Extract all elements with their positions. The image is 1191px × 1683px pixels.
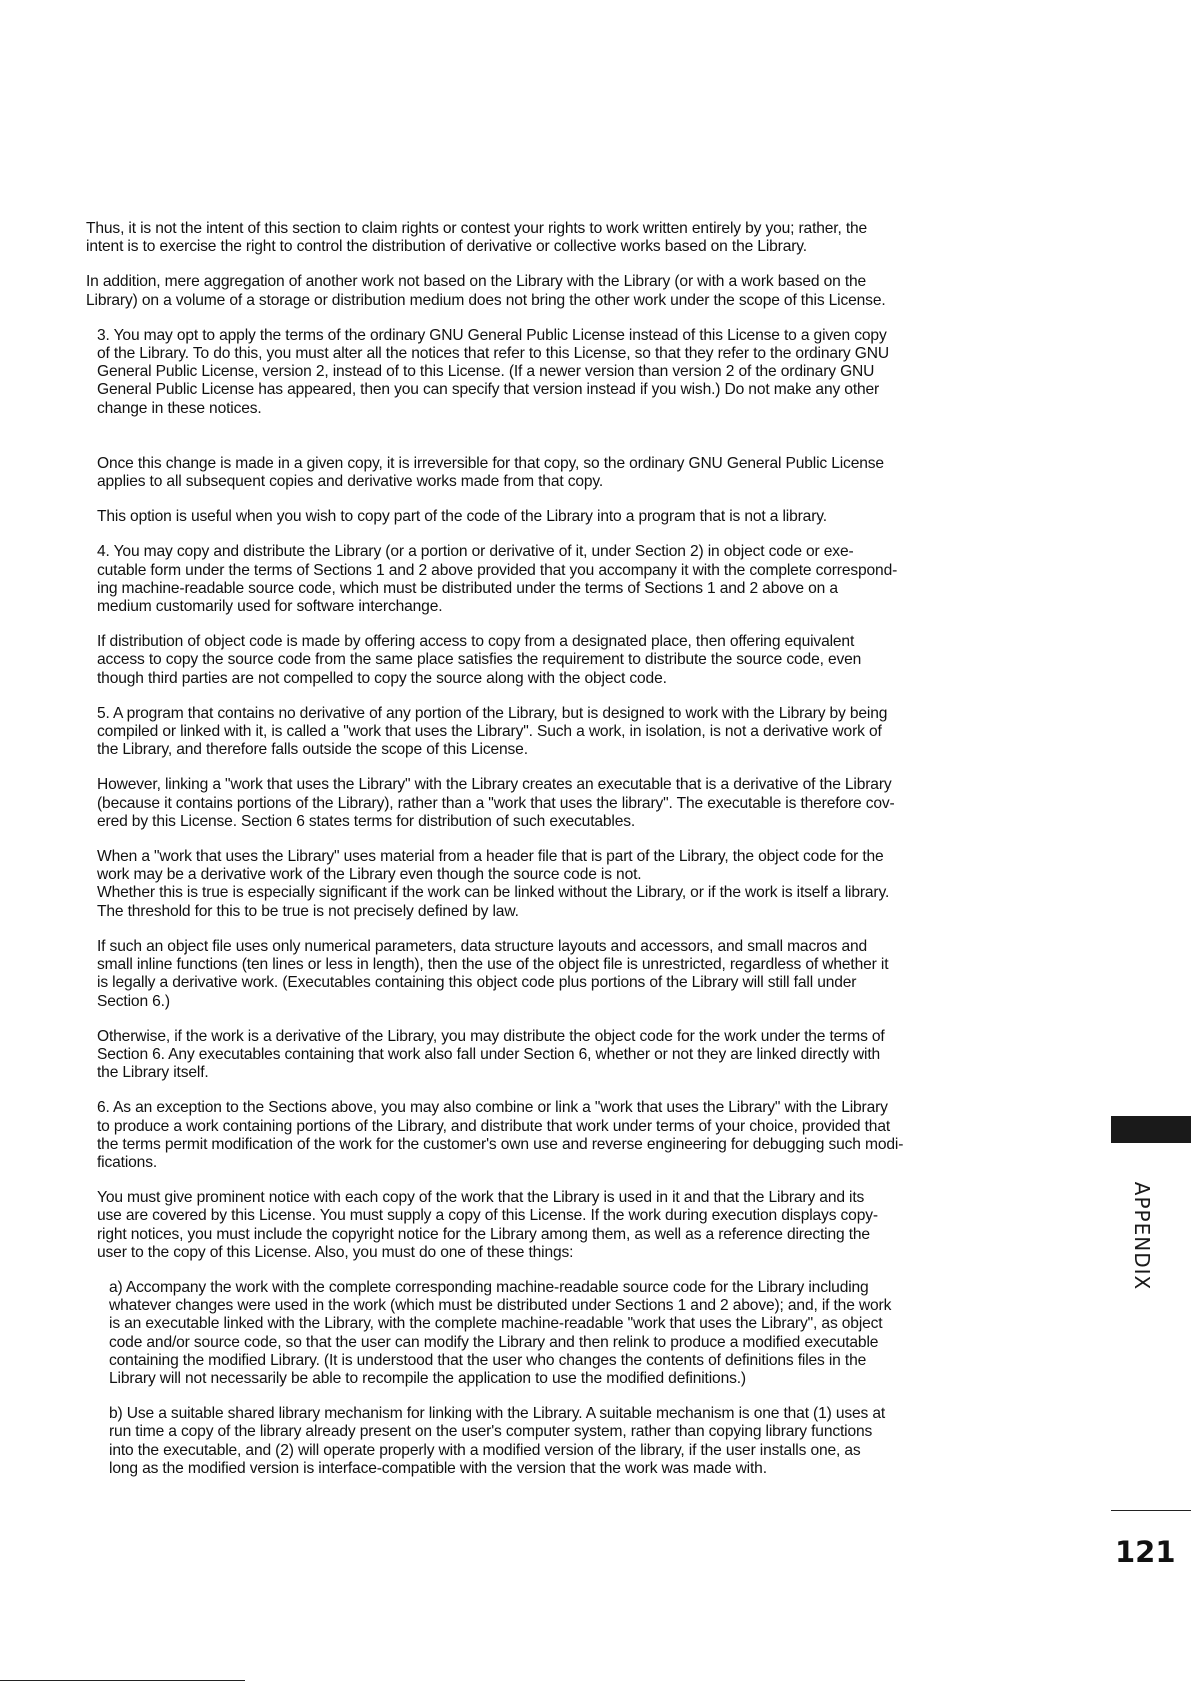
text-line: access to copy the source code from the same place satisfies the requirement to distribute the source code, even <box>97 651 862 669</box>
paragraph <box>86 455 1044 491</box>
paragraph <box>86 543 1044 616</box>
text-line: use are covered by this License. You must supply a copy of this License. If the work during execution displays copy- <box>97 1207 878 1225</box>
text-line: Once this change is made in a given copy, it is irreversible for that copy, so the ordinary GNU General Public License <box>97 454 884 472</box>
paragraph <box>86 938 1044 1011</box>
text-line: applies to all subsequent copies and derivative works made from that copy. <box>97 473 604 491</box>
paragraph <box>86 273 1044 309</box>
text-line: though third parties are not compelled to copy the source along with the object code. <box>97 669 667 687</box>
paragraph <box>109 1279 1044 1388</box>
text-line: General Public License has appeared, then you can specify that version instead if you wish.) Do not make any other <box>97 381 880 399</box>
text-line: the Library itself. <box>97 1064 209 1082</box>
text-line: fications. <box>97 1153 158 1171</box>
page-number: 121 <box>1115 1535 1176 1569</box>
text-line: If such an object file uses only numerical parameters, data structure layouts and accessors, and small macros and <box>97 937 868 955</box>
text-line: You must give prominent notice with each copy of the work that the Library is used in it and that the Library and its <box>97 1189 865 1207</box>
section-label: APPENDIX <box>1130 1181 1154 1291</box>
text-line: work may be a derivative work of the Library even though the source code is not. <box>97 866 642 884</box>
text-line: is legally a derivative work. (Executables containing this object code plus portions of the Library will still fall under <box>97 974 857 992</box>
page-number-rule <box>1111 1510 1191 1511</box>
text-line: When a "work that uses the Library" uses material from a header file that is part of the Library, the object code for the <box>97 848 884 866</box>
text-line: Section 6.) <box>97 992 170 1010</box>
text-line: Whether this is true is especially significant if the work can be linked without the Library, or if the work is itself a library. <box>97 884 890 902</box>
paragraph <box>86 633 1044 688</box>
text-line: 4. You may copy and distribute the Library (or a portion or derivative of it, under Section 2) in object code or exe- <box>97 543 854 561</box>
paragraph <box>86 776 1044 831</box>
footer-rule <box>0 1680 245 1681</box>
text-line: Library will not necessarily be able to recompile the application to use the modified definitions.) <box>109 1369 746 1387</box>
text-line: ing machine-readable source code, which must be distributed under the terms of Sections 1 and 2 above on a <box>97 579 838 597</box>
text-line: the terms permit modification of the work for the customer's own use and reverse engineering for debugging such modi- <box>97 1135 904 1153</box>
text-line: the Library, and therefore falls outside the scope of this License. <box>97 741 528 759</box>
text-line: Library) on a volume of a storage or distribution medium does not bring the other work under the scope of this License. <box>86 291 886 309</box>
text-line: small inline functions (ten lines or less in length), then the use of the object file is unrestricted, regardless of whether it <box>97 956 889 974</box>
text-line: If distribution of object code is made by offering access to copy from a designated place, then offering equivalent <box>97 633 855 651</box>
paragraph <box>109 1405 1044 1478</box>
text-line: code and/or source code, so that the user can modify the Library and then relink to produce a modified executable <box>109 1333 879 1351</box>
text-line: ered by this License. Section 6 states terms for distribution of such executables. <box>97 812 636 830</box>
text-line: b) Use a suitable shared library mechanism for linking with the Library. A suitable mechanism is one that (1) uses at <box>109 1405 886 1423</box>
text-line: Thus, it is not the intent of this section to claim rights or contest your rights to work written entirely by you; rather, the <box>86 220 868 237</box>
text-line: into the executable, and (2) will operate properly with a modified version of the library, if the user installs one, as <box>109 1441 861 1459</box>
paragraph <box>86 705 1044 760</box>
text-line: compiled or linked with it, is called a "work that uses the Library". Such a work, in isolation, is not a derivative work of <box>97 723 882 741</box>
text-line: 3. You may opt to apply the terms of the ordinary GNU General Public License instead of this License to a given copy <box>97 326 887 344</box>
text-line: This option is useful when you wish to copy part of the code of the Library into a program that is not a library. <box>97 508 827 526</box>
text-line: cutable form under the terms of Sections 1 and 2 above provided that you accompany it with the complete correspond- <box>97 561 898 579</box>
text-line: (because it contains portions of the Library), rather than a "work that uses the library". The executable is therefore cov- <box>97 794 895 812</box>
text-line: containing the modified Library. (It is understood that the user who changes the contents of definitions files in the <box>109 1351 867 1369</box>
text-line: The threshold for this to be true is not precisely defined by law. <box>97 902 519 920</box>
paragraph <box>86 1028 1044 1083</box>
text-line: 6. As an exception to the Sections above, you may also combine or link a "work that uses the Library" with the Library <box>97 1099 888 1117</box>
license-text <box>86 220 1044 1495</box>
text-line: whatever changes were used in the work (which must be distributed under Sections 1 and 2 above); and, if the work <box>109 1297 892 1315</box>
text-line: a) Accompany the work with the complete corresponding machine-readable source code for the Library including <box>109 1278 869 1296</box>
paragraph <box>86 1189 1044 1262</box>
text-line: medium customarily used for software interchange. <box>97 598 443 616</box>
text-line: of the Library. To do this, you must alter all the notices that refer to this License, so that they refer to the ordinary GNU <box>97 345 889 363</box>
paragraph <box>86 508 1044 526</box>
text-line: run time a copy of the library already present on the user's computer system, rather than copying library functions <box>109 1423 873 1441</box>
text-line: Section 6. Any executables containing that work also fall under Section 6, whether or not they are linked directly with <box>97 1045 881 1063</box>
text-line: long as the modified version is interface-compatible with the version that the work was made with. <box>109 1459 767 1477</box>
paragraph <box>86 327 1044 418</box>
paragraph <box>86 1099 1044 1172</box>
text-line: intent is to exercise the right to control the distribution of derivative or collective works based on the Library. <box>86 238 807 256</box>
text-line: right notices, you must include the copyright notice for the Library among them, as well as a reference directing the <box>97 1225 870 1243</box>
text-line: However, linking a "work that uses the Library" with the Library creates an executable that is a derivative of the Library <box>97 776 892 794</box>
text-line: Otherwise, if the work is a derivative of the Library, you may distribute the object code for the work under the terms of <box>97 1027 885 1045</box>
text-line: to produce a work containing portions of the Library, and distribute that work under terms of your choice, provided that <box>97 1117 891 1135</box>
paragraph <box>86 848 1044 921</box>
text-line: change in these notices. <box>97 399 262 417</box>
paragraph <box>86 220 1044 256</box>
section-tab-marker <box>1111 1116 1191 1143</box>
text-line: In addition, mere aggregation of another work not based on the Library with the Library (or with a work based on the <box>86 273 867 291</box>
text-line: General Public License, version 2, instead of to this License. (If a newer version than version 2 of the ordinary GNU <box>97 363 875 381</box>
text-line: is an executable linked with the Library, with the complete machine-readable "work that uses the Library", as object <box>109 1315 883 1333</box>
text-line: user to the copy of this License. Also, you must do one of these things: <box>97 1243 574 1261</box>
text-line: 5. A program that contains no derivative of any portion of the Library, but is designed to work with the Library by being <box>97 704 888 722</box>
